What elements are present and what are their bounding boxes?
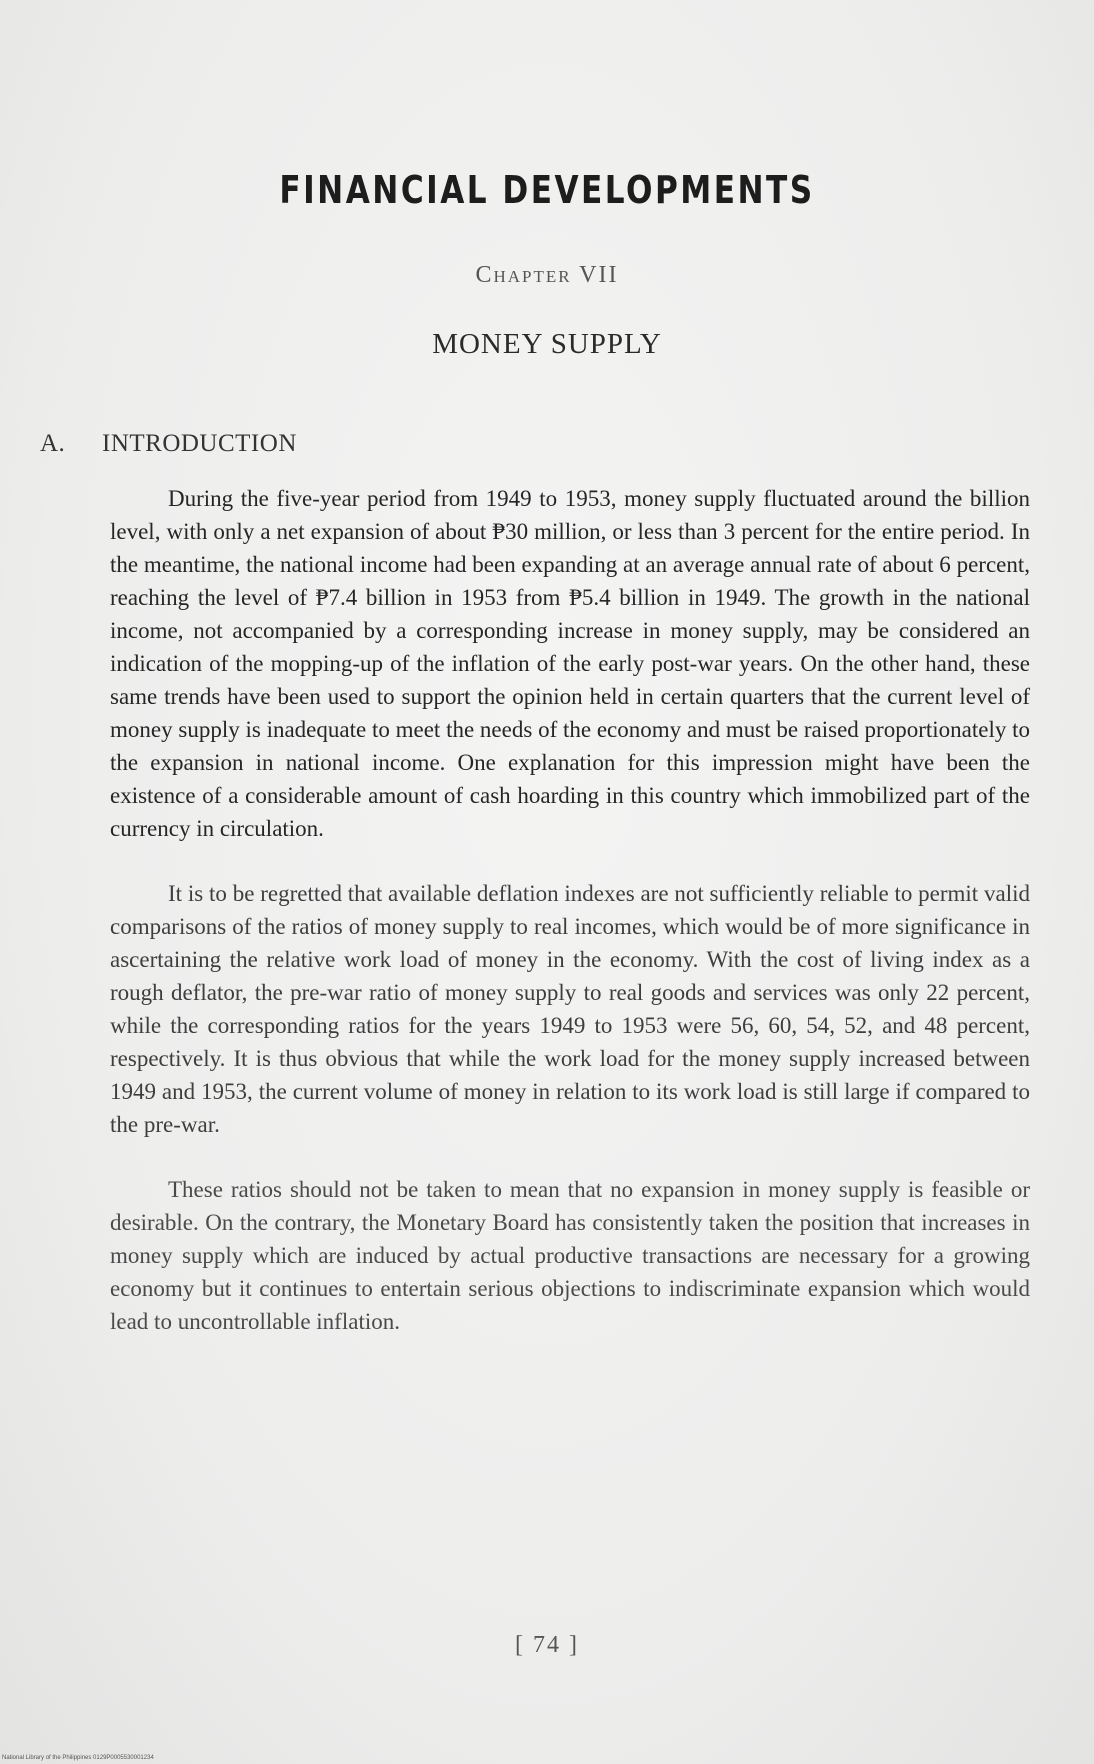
section-letter: A. — [40, 430, 66, 457]
body-text — [110, 482, 1030, 1370]
page-number: [ 74 ] — [515, 1632, 579, 1658]
paragraph: These ratios should not be taken to mean that no expansion in money supply is feasible or desirable. On the contrary, the Monetary Board has consistently taken the position that increases in money supply which are induced by actual productive transactions are necessary for a growing economy but it continues to entertain serious objections to indiscriminate expansion which would lead to uncontrollable inflation. — [110, 1177, 1030, 1334]
section-title: INTRODUCTION — [102, 430, 297, 457]
section-heading — [40, 430, 297, 458]
paragraph: It is to be regretted that available deflation indexes are not sufficiently reliable to permit valid comparisons of the ratios of money supply to real incomes, which would be of more significance in ascertaining the relative work load of money in the economy. With the cost of living index as a rough deflator, the pre-war ratio of money supply to real goods and services was only 22 percent, while the corresponding ratios for the years 1949 to 1953 were 56, 60, 54, 52, and 48 percent, respectively. It is thus obvious that while the work load for the money supply increased between 1949 and 1953, the current volume of money in relation to its work load is still large if compared to the pre-war. — [110, 881, 1030, 1137]
footer-credit: National Library of the Philippines 0129P0005530001234 — [2, 1755, 154, 1761]
chapter-label: Chapter VII — [475, 262, 619, 288]
paragraph: During the five-year period from 1949 to 1953, money supply fluctuated around the billion level, with only a net expansion of about ₱30 million, or less than 3 percent for the entire period. In the meantime, the national income had been expanding at an average annual rate of about 6 percent, reaching the level of ₱7.4 billion in 1953 from ₱5.4 billion in 1949. The growth in the national income, not accompanied by a corresponding increase in money supply, may be considered an indication of the mopping-up of the inflation of the early post-war years. On the other hand, these same trends have been used to support the opinion held in certain quarters that the current level of money supply is inadequate to meet the needs of the economy and must be raised proportionately to the expansion in national income. One explanation for this impression might have been the existence of a considerable amount of cash hoarding in this country which immobilized part of the currency in circulation. — [110, 486, 1030, 841]
main-heading: FINANCIAL DEVELOPMENTS — [279, 168, 815, 212]
chapter-title: MONEY SUPPLY — [432, 328, 662, 360]
